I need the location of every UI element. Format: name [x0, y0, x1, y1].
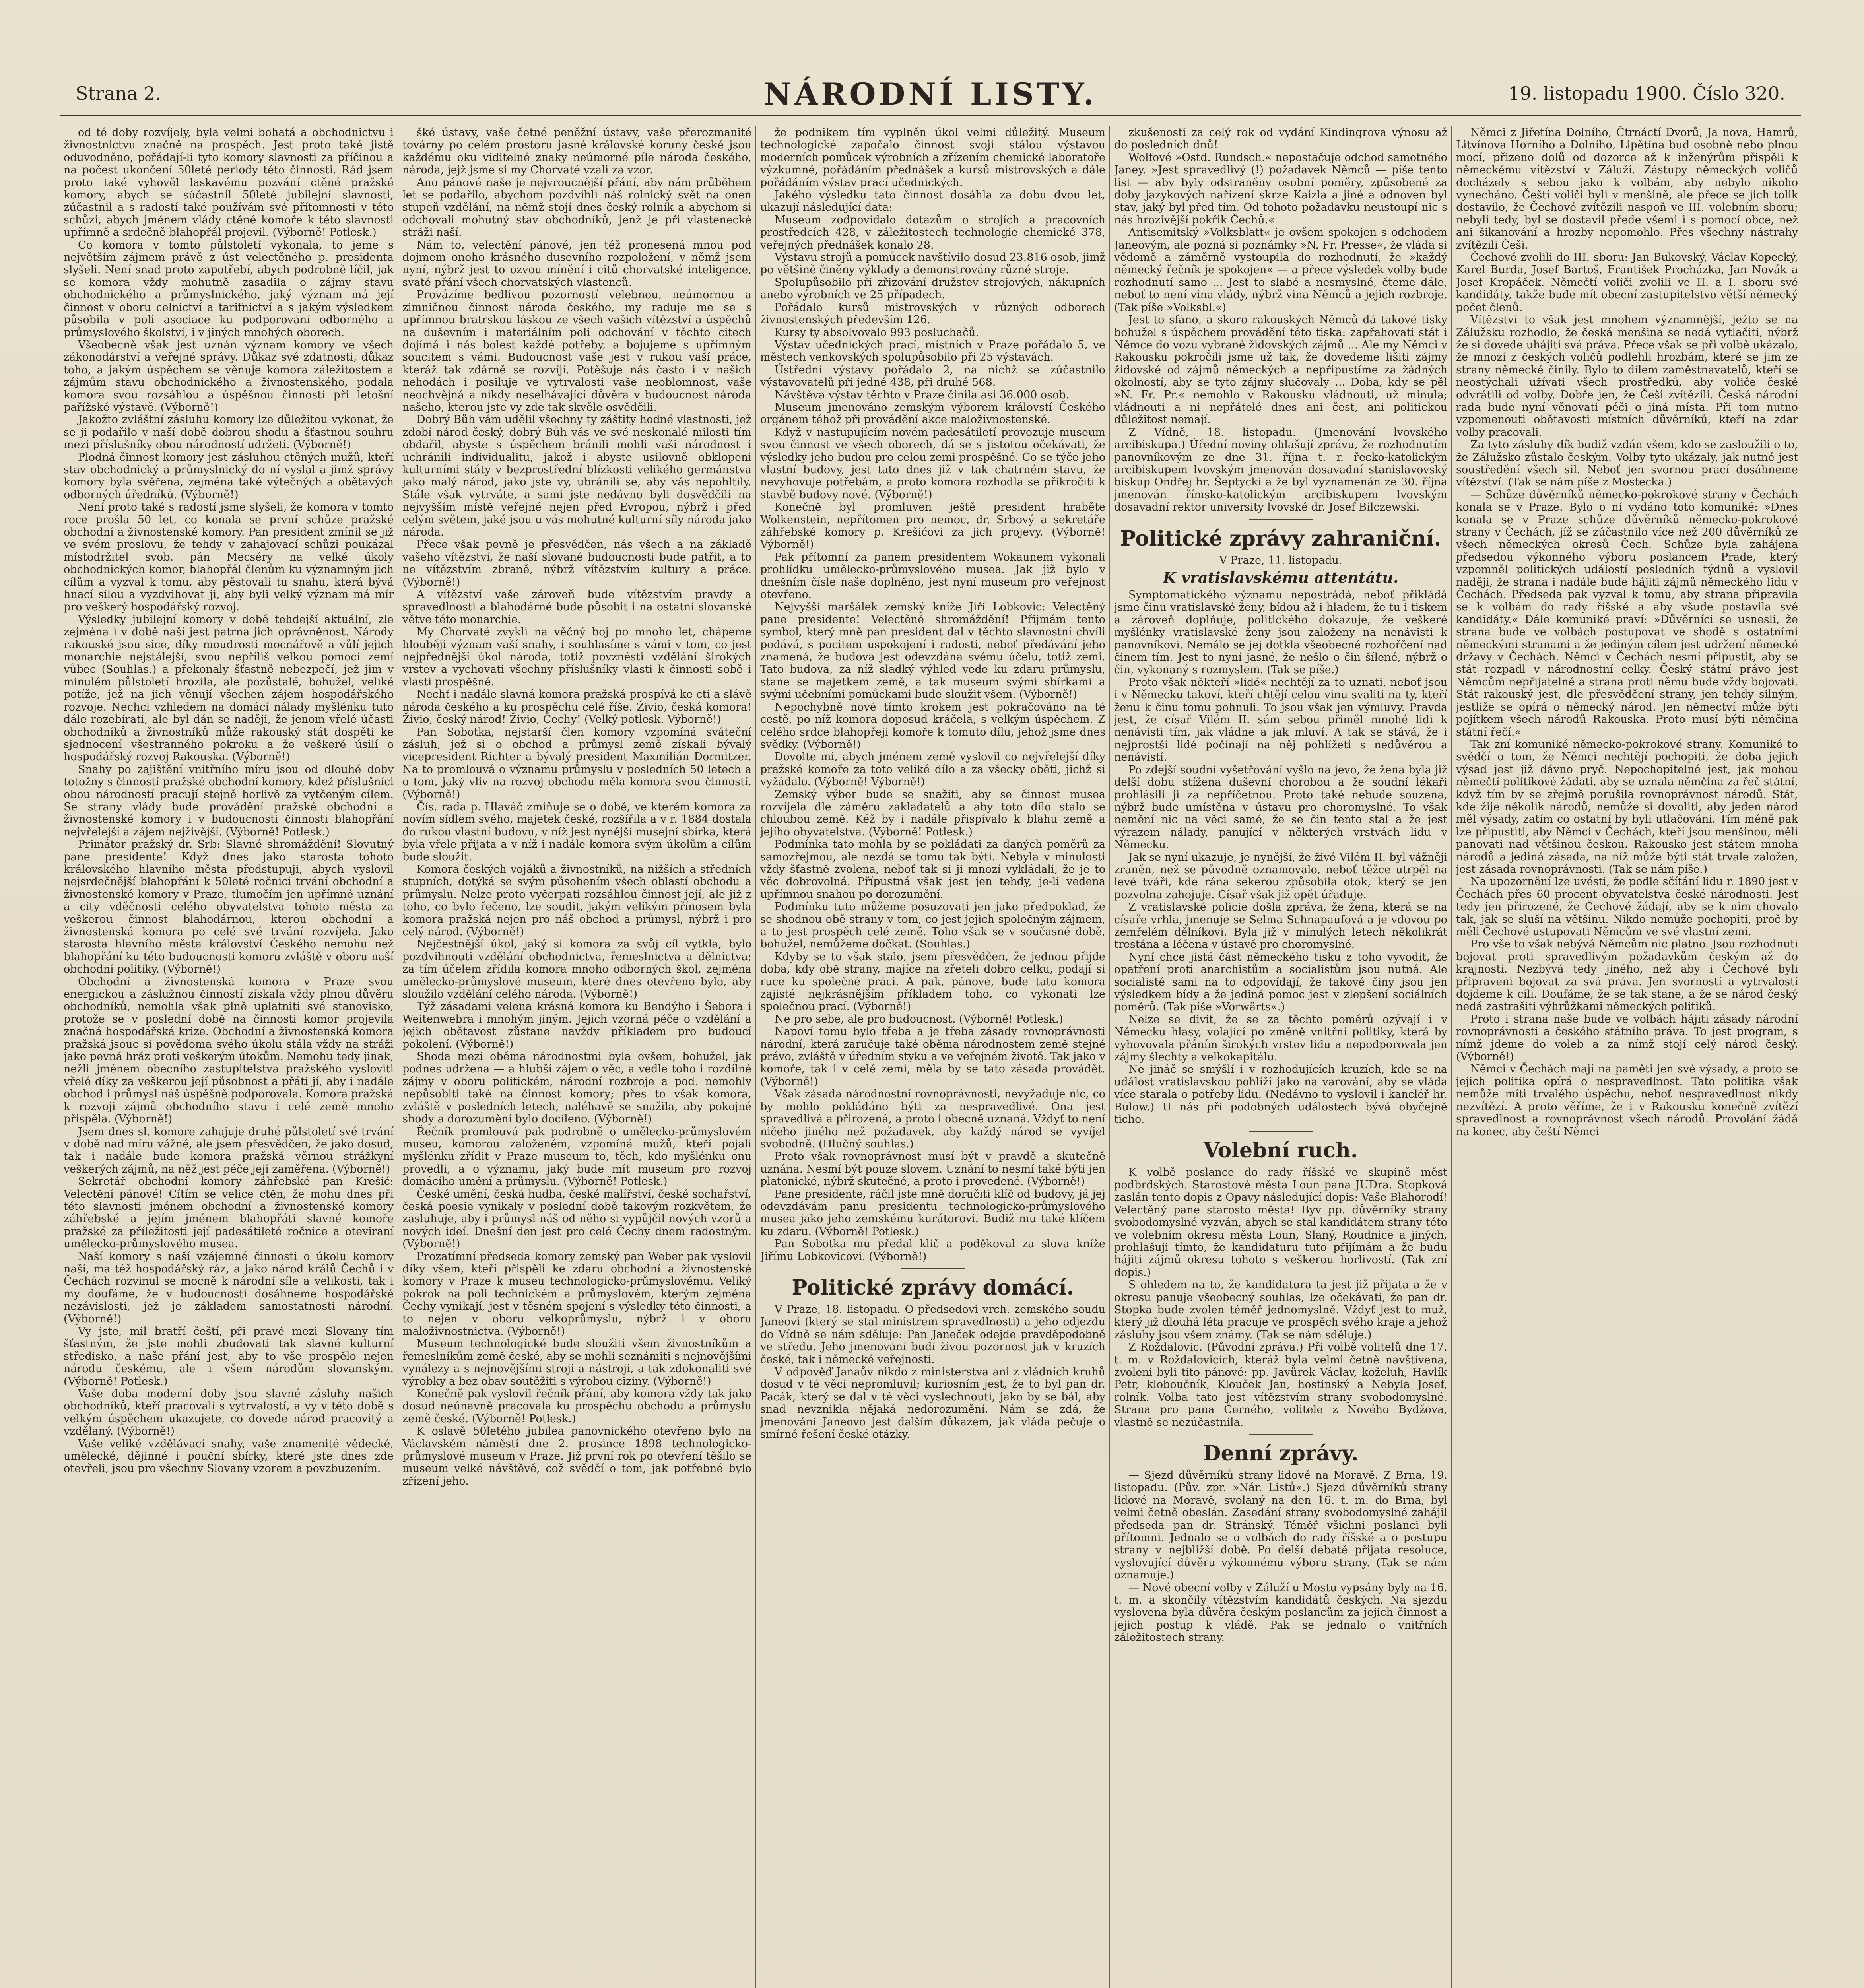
paragraph: šké ústavy, vaše četné peněžní ústavy, vaše přerozmanité továrny po celém prostoru jasné královské koruny české jsou každému oku viditelné znaky neúmorné píle národa českého, národa, jejž jsme si my Chorvaté vzali za vzor. [402, 126, 751, 177]
article-subheading: K vratislavskému attentátu. [1163, 569, 1399, 586]
paragraph: Tak zní komuniké německo-pokrokové strany. Komuniké to svědčí o tom, že Němci nechtějí pochopiti, že doba jejich výsad jest již dávno pryč. Nepochopitelné jest, jak mohou němečtí politikové žádati, aby se uznala němčina za řeč státní, když tím by se zřejmě porušila rovnoprávnost národů. Stát, kde žije několik národů, nemůže si dovoliti, aby jeden národ měl výsady, zatím co ostatní by byli utlačováni. Tím méně pak lze připustiti, aby Němci v Čechách, kteří jsou menšinou, měli panovati nad většinou českou. Rakousko jest státem mnoha národů a jediná zásada, na níž může býti stát trvale založen, jest zásada rovnoprávnosti. (Tak se nám píše.) [1456, 738, 1798, 876]
paragraph: A vítězství vaše zároveň bude vítězstvím pravdy a spravedlnosti a blahodárné bude působit i na ostatní slovanské větve této monarchie. [402, 588, 751, 626]
paragraph: Ne pro sebe, ale pro budoucnost. (Výborně! Potlesk.) [775, 1013, 1063, 1025]
paragraph: Za tyto zásluhy dík budiž vzdán všem, kdo se zasloužili o to, že Zálužsko zůstalo českým. Volby tyto ukázaly, jak nutné jest soustředění všech sil. Neboť jen svornou prací dosáhneme vítězství. (Tak se nám píše z Mostecka.) [1456, 439, 1798, 489]
issue-date: 19. listopadu 1900. Číslo 320. [1508, 83, 1785, 104]
paragraph: Co komora v tomto půlstoletí vykonala, to jeme s největším zájmem právě z úst velectěného p. presidenta slyšeli. Není snad proto zapotřebí, abych podrobně líčil, jak se komora vždy mohutně zasadila o zájmy stavu obchodnického a průmyslnického, jaký význam má její činnost v oboru celnictví a tarifnictví a s jakým výsledkem působila v poli asociace ku podporování odborného a průmyslového školství, i v jiných mnohých oborech. [64, 239, 394, 339]
paragraph: Museum zodpovídalo dotazům o strojích a pracovních prostředcích 428, v záležitostech technologie chemické 378, veřejných přednášek konalo 28. [760, 214, 1105, 251]
paragraph: Napoví tomu bylo třeba a je třeba zásady rovnoprávnosti národní, která zaručuje také oběma národnostem země stejné právo, zvláště v úředním styku a ve veřejném životě. Tak jako v komoře, tak i v celé zemi, měla by se tato zásada provádět. (Výborně!) [760, 1025, 1105, 1088]
paragraph: Komora českých vojáků a živnostníků, na nižších a středních stupních, dotýká se svým působením všech oblastí obchodu a průmyslu. Nelze proto vyčerpati rozsáhlou činnost její, ale již z toho, co bylo řečeno, lze soudit, jakým velikým přínosem byla komora pražská nejen pro náš obchod a průmysl, nýbrž i pro celý národ. (Výborně!) [402, 863, 751, 938]
paragraph: Kdyby se to však stalo, jsem přesvědčen, že jednou přijde doba, kdy obě strany, majíce na zřeteli dobro celku, podají si ruce ku společné práci. A pak, pánové, bude tato komora zajisté nejkrásnějším příkladem toho, co vykonati lze společnou prací. (Výborně!) [760, 950, 1105, 1013]
paragraph: Spolupůsobilo při zřizování družstev strojových, nákupních anebo výrobních ve 25 případech. [760, 276, 1105, 301]
paragraph: Řečník promlouvá pak podrobně o umělecko-průmyslovém museu, komorou založeném, vzpomíná mužů, kteří pojali myšlénku zřídit v Praze museum to, těch, kdo myšlénku onu provedli, a o významu, jaký bude mít museum pro rozvoj domácího umění a průmyslu. (Výborně! Potlesk.) [402, 1125, 751, 1188]
section-divider [901, 1268, 965, 1269]
paragraph: Obchodní a živnostenská komora v Praze svou energickou a záslužnou činností získala vždy plnou důvěru obchodníků, nemohla však plně uplatniti své stanovisko, protože se v poslední době na činnosti komor projevila značná hospodářská krize. Obchodní a živnostenská komora pražská jsouc si povědoma svého úkolu stála vždy na stráži jako pevná hráz proti veškerým útokům. Nemohu tedy jinak, nežli jménem obecního zastupitelstva pražského vysloviti vřelé díky za veškerou její působnost a přáti jí, aby i nadále obchod i průmysl náš úspěšně podporovala. Komora pražská k rozvoji zájmů obchodního stavu i celé země mnoho přispěla. (Výborně!) [64, 975, 394, 1126]
paragraph: Jak se nyní ukazuje, je nynější, že živé Vilém II. byl vážněji zraněn, než se původně oznamovalo, neboť těžce utrpěl na levé tváři, kde rána sekerou způsobila otok, který se jen pozvolna zahojuje. Císař však již opět úřaduje. [1114, 851, 1447, 901]
paragraph: Dovolte mi, abych jménem země vyslovil co nejvřelejší díky pražské komoře za toto veliké dílo a za všecky oběti, jichž si vyžádalo. (Výborně! Výborně!) [760, 751, 1105, 788]
paragraph: Týž zásadami velena krásná komora ku Bendýho i Šebora i Weitenwebra i mnohým jiným. Jejich vzorná péče o vzdělání a jejich obětavost zůstane navždy příkladem pro budoucí pokolení. (Výborně!) [402, 1000, 751, 1050]
paragraph: od té doby rozvíjely, byla velmi bohatá a obchodnictvu i živnostnictvu značně na prospěch. Jest proto také jistě oduvodněno, pořádají-li tyto komory slavnosti za příčinou a na počest ukončení 50leté periody této činnosti. Rád jsem proto také vyhověl laskavému pozvání ctěné pražské komory, abych se súčastnil 50leté jubilejní slavnosti, zúčastnil a s radostí také používám své přítomnosti v této schůzi, abych jménem vlády ctěné komoře k této slavnosti upřímně a srdečně blahopřál projevil. (Výborně! Potlesk.) [64, 126, 394, 239]
paragraph: Podmínku tuto můžeme posuzovati jen jako předpoklad, že se shodnou obě strany v tom, co jest jejich společným zájmem, a to jest prospěch celé země. Toho však se v současné době, bohužel, nemůžeme dočkat. (Souhlas.) [760, 901, 1105, 951]
paragraph: — Sjezd důvěrníků strany lidové na Moravě. Z Brna, 19. listopadu. (Pův. zpr. »Nár. Listů«.) Sjezd důvěrníků strany lidové na Moravě, svolaný na den 16. t. m. do Brna, byl velmi četně obeslán. Zasedání strany svobodomyslné zahájil předseda pan dr. Stránský. Téměř všichni poslanci byli přítomni. Jednalo se o volbách do rady říšské a o postupu strany v nejbližší době. Po delší debatě přijata resoluce, vyslovující důvěru výkonnému výboru strany. (Tak se nám oznamuje.) [1114, 1469, 1447, 1582]
column-divider [1109, 126, 1110, 1988]
paragraph: Dobrý Bůh vám udělil všechny ty záštity hodné vlastnosti, jež zdobí národ český, dobrý Bůh vás ve své neskonalé milosti tím obdařil, abyste s úspěchem bránili mohli vaši národnost i uchránili individualitu, jakož i abyste usilovně obklopeni kulturními státy v bezprostřední blízkosti velikého germánstva jako malý národ, jako jste vy, ubránili se, aby vás nepohltily. Stále však vytrváte, a sami jste nedávno byli dosvědčili na nejvyšším místě veřejné nejen před Evropou, nýbrž i před celým světem, jaké jsou u vás mohutné kulturní síly národa jako národa. [402, 414, 751, 538]
paragraph: Čís. rada p. Hlaváč zmiňuje se o době, ve kterém komora za novím sídlem svého, majetek české, rozšířila a v r. 1884 dostala do rukou vlastní budovu, v níž jest nynější musejní sbírka, která byla vřele přijata a v níž i nadále komora svým úkolům a cílům bude sloužit. [402, 800, 751, 863]
paragraph: Jakého výsledku tato činnost dosáhla za dobu dvou let, ukazují následující data: [760, 189, 1105, 214]
column-5 [1456, 126, 1798, 1988]
paragraph: Pan Sobotka, nejstarší člen komory vzpomíná sváteční zásluh, jež si o obchod a průmysl země získali bývalý vicepresident Richter a bývalý president Maxmilián Dormitzer. Na to promlouvá o významu průmyslu v posledních 50 letech a o tom, jaký vliv na rozvoj obchodu měla komora svou činností. (Výborně!) [402, 726, 751, 801]
paragraph: Proto však rovnoprávnost musí být v pravdě a skutečně uznána. Nesmí být pouze slovem. Uznání to nesmí také býti jen platonické, nýbrž skutečné, a proto i provedené. (Výborně!) [760, 1150, 1105, 1188]
header-rule [60, 115, 1801, 116]
paragraph: Vaše veliké vzdělávací snahy, vaše znamenité vědecké, umělecké, dějinné i pouční sbírky, které jste dnes zde otevřeli, jsou pro všechny Slovany vzorem a povzbuzením. [64, 1437, 394, 1475]
paragraph: V odpověď Janaův nikdo z ministerstva ani z vládních kruhů dosud v té věci nepromluvil; kuriosním jest, že to byl pan dr. Pacák, který se dal v té věci vyslechnouti, jako by se bál, aby snad nevznikla nějaká nedorozumění. Nám se zdá, že jmenování Janeovo jest dalším důkazem, jak vláda pečuje o smírné řešení české otázky. [760, 1366, 1105, 1441]
paragraph: V Praze, 18. listopadu. O předsedovi vrch. zemského soudu Janeovi (který se stal ministrem spravedlnosti) a jeho odjezdu do Vídně se nám sděluje: Pan Janeček odejde pravděpodobně ve středu. Jeho jmenování budí živou pozornost jak v kruzích české, tak i německé veřejnosti. [760, 1303, 1105, 1366]
paragraph: Nechť i nadále slavná komora pražská prospívá ke cti a slávě národa českého a ku prospěchu celé říše. Živio, česká komora! Živio, český národ! Živio, Čechy! (Velký potlesk. Výborně!) [402, 688, 751, 726]
paragraph: Konečně pak vyslovil řečník přání, aby komora vždy tak jako dosud neúnavně pracovala ku prospěchu obchodu a průmyslu země české. (Výborně! Potlesk.) [402, 1388, 751, 1425]
section-divider [1249, 1131, 1313, 1132]
paragraph: Ústřední výstavy pořádalo 2, na nichž se zúčastnilo výstavovatelů při jedné 438, při druhé 568. [760, 363, 1105, 389]
paragraph: Všeobecně však jest uznán význam komory ve všech zákonodárství a veřejné správy. Důkaz své zdatnosti, důkaz toho, a jakým úspěchem se věnuje komora záležitostem a zájmům stavu obchodnického a živnostenského, podala komora svou rozsáhlou a úspěšnou činností při letošní pařížské výstavě. (Výborně!) [64, 338, 394, 414]
paragraph: Vy jste, mil bratří čeští, při pravé mezi Slovany tím šťastným, že jste mohli zbudovati tak slavné kulturní středisko, a naše přání jest, aby to vše prospělo nejen národu českému, ale i všem národům slovanským. (Výborně! Potlesk.) [64, 1325, 394, 1388]
paragraph: Symptomatického významu nepostrádá, neboť přikládá jsme činu vratislavské ženy, bídou až i hladem, že tu i tiskem a zároveň doplňuje, politického dokazuje, že veškeré myšlénky vratislavské ženy jsou založeny na nenávisti k panovníkovi. Nemálo se jej dotkla všeobecné rozhořčení nad činem tím. Jest to nyní jasné, že nešlo o čin šílené, nýbrž o čin, vykonaný s rozmyslem. (Tak se píše.) [1114, 589, 1447, 676]
paragraph: Vaše doba moderní doby jsou slavné zásluhy našich obchodníků, kteří pracovali s vytrvalostí, a vy v této době s velkým úspěchem ukazujete, co dovede národ pracovitý a vzdělaný. (Výborně!) [64, 1388, 394, 1438]
paragraph: Museum jmenováno zemským výborem královstí Českého orgánem téhož při provádění akce maloživnostenské. [760, 401, 1105, 426]
paragraph: Když v nastupujícím novém padesátiletí provozuje museum svou činnost ve všech oborech, dá se s jistotou očekávati, že výsledky jeho budou pro celou zemi prospěšné. Co se týče jeho vlastní budovy, jest tato dnes již v tak chatrném stavu, že nevyhovuje potřebám, a proto komora rozhodla se přikročiti k stavbě budovy nové. (Výborně!) [760, 426, 1105, 501]
paragraph: Primátor pražský dr. Srb: Slavné shromáždění! Slovutný pane presidente! Když dnes jako starosta tohoto královského hlavního města předstupuji, abych vyslovil nejsrdečnější blahopřání k 50leté ročnici trvání obchodní a živnostenské komory v Praze, tlumočím jen upřímné uznání a city vděčnosti celého obyvatelstva tohoto města za veškerou činnost blahodárnou, kterou obchodní a živnostenská komora po celé své trvání rozvíjela. Jako starosta hlavního města království Českého nemohu než blahopřání ku této budoucnosti komoru zvláště v oboru naší obchodní politiky. (Výborně!) [64, 838, 394, 976]
paragraph: Zemský výbor bude se snažiti, aby se činnost musea rozvíjela dle záměru zakladatelů a aby toto dílo stalo se chloubou země. Kéž by i nadále přispívalo k blahu země a jejího obyvatelstva. (Výborně! Potlesk.) [760, 788, 1105, 838]
paragraph: Na upozornění lze uvésti, že podle sčítání lidu r. 1890 jest v Čechách přes 60 procent obyvatelstva české národnosti. Jest tedy jen přirozené, že Čechové žádají, aby se k nim chovalo tak, jak se sluší na většinu. Nikdo nemůže pochopiti, proč by měli Čechové ustupovati Němcům ve své vlastní zemi. [1456, 876, 1798, 938]
paragraph: Jsem dnes sl. komore zahajuje druhé půlstoletí své trvání v době nad míru vážné, ale jsem přesvědčen, že jako dosud, tak i nadále bude komora pražská věrnou strážkyní veškerých zájmů, na něž jest péče její zaměřena. (Výborně!) [64, 1125, 394, 1175]
paragraph: Wolfové »Ostd. Rundsch.« nepostačuje odchod samotného Janey. »Jest spravedlivý (!) požadavek Němců — píše tento list — aby byly odstraněny osobní poměry, způsobené za doby jazykových nařízení skrze Kaizla a jiné a odnoven byl stav, jaký byl před tím. Od tohoto požadavku neustoupí nic s nás hrozivější pokřik Čechů.« [1114, 151, 1447, 226]
paragraph: Němci z Jiřetína Dolního, Čtrnáctí Dvorů, Ja nova, Hamrů, Litvínova Horního a Dolního, Lipětína bud osobně nebo plnou mocí, přizeno dolů od dozorce až k inženýrům přispěli k německému vítězství v Záluží. Zástupy německých voličů docházely s sebou jako k volbám, aby nebylo nikoho vynecháno. Čeští voliči byli v menšině, ale přece se jich tolik dostavilo, že Čechové zvítězili naspoň ve III. volebním sboru; nebyli tedy, byl se dostavil přede všemi i s pomocí obce, než ani šikanování a hrozby nepomohlo. Přes všechny nástrahy zvítězili Češi. [1456, 126, 1798, 251]
paragraph: Přece však pevně je přesvědčen, nás všech a na základě vašeho vítězství, že naší slované budoucnosti bude patřit, a to ne vítězstvím zbraně, nýbrž vítězstvím kultury a práce. (Výborně!) [402, 538, 751, 588]
paragraph: Ano pánové naše je nejvroucnější přání, aby nám průběhem let se podařilo, abychom pozdvihli náš rolnický svět na onen stupeň vzdělání, na němž stojí dnes český rolník a abychom si odchovali mohutný stav obchodníků, jenž je při vlastenecké stráži naší. [402, 176, 751, 239]
paragraph: Naší komory s naší vzájemné činnosti o úkolu komory naší, ma též hospodářský ráz, a jako národ králů Čechů i v Čechách rozvinul se mocně k národní síle a velikosti, tak i my doufáme, že v budoucnosti dosáhneme hospodářské nezávislosti, jež je základem samostatnosti národní. (Výborně!) [64, 1250, 394, 1325]
paragraph: Proto i strana naše bude ve volbách hájiti zásady národní rovnoprávnosti a českého státního práva. To jest program, s nímž jdeme do voleb a za nímž stojí celý národ český. (Výborně!) [1456, 1013, 1798, 1063]
paragraph: K volbě poslance do rady říšské ve skupině měst podbrdských. Starostové města Loun pana JUDra. Stopková zaslán tento dopis z Opavy následující dopis: Vaše Blahorodí! Velectěný pane starosto města! Byv pp. důvěrníky strany svobodomyslné vyzván, abych se stal kandidátem strany této ve volebním okresu města Loun, Slaný, Roudnice a jiných, prohlašuji tímto, že kandidaturu tuto přijímám a že budu hájiti zájmů okresu tohoto s veškerou horlivostí. (Tak zní dopis.) [1114, 1166, 1447, 1279]
paragraph: Z Roždalovic. (Původní zpráva.) Při volbě volitelů dne 17. t. m. v Roždalovicích, kteráž byla velmi četně navštívena, zvoleni byli tito pánové: pp. Javůrek Václav, koželuh, Havlík Petr, kloboučník, Klouček Jan, hostinský a Nebyla Josef, rolník. Volba tato jest vítězstvím strany svobodomyslné. Strana pro pana Černého, volitele z Nového Bydžova, vlastně se nezúčastnila. [1114, 1341, 1447, 1429]
page-number: Strana 2. [76, 83, 161, 104]
paragraph: Němci v Čechách mají na paměti jen své výsady, a proto se jejich politika opírá o nespravedlnost. Tato politika však nemůže míti trvalého úspěchu, neboť nespravedlnost nikdy nezvítězí. A proto věříme, že i v Rakousku konečně zvítězí spravedlnost a rovnoprávnost všech národů. Provolání žádá na konec, aby čeští Němci [1456, 1063, 1798, 1138]
paragraph: Nelze se divit, že se za těchto poměrů ozývají i v Německu hlasy, volající po změně vnitřní politiky, která by vyhovovala přáním širokých vrstev lidu a nepodporovala jen zájmy šlechty a velkokapitálu. [1114, 1013, 1447, 1064]
paragraph: Pak přítomní za panem presidentem Wokaunem vykonali prohlídku umělecko-průmyslového musea. Jak již bylo v dnešním čísle naše doplněno, jest nyní museum pro veřejnost otevřeno. [760, 551, 1105, 601]
masthead-title: NÁRODNÍ LISTY. [763, 76, 1097, 112]
paragraph: Není proto také s radostí jsme slyšeli, že komora v tomto roce prošla 50 let, co konala se první schůze pražské obchodní a živnostenské komory. Pan president zmínil se již ve svém proslovu, že tehdy v zahajovací schůzi poukázal místodržitel svob. pán Mecséry na velké úkoly obchodnických komor, blahopřál členům ku významným jich cílům a vyzval k tomu, aby pěstovali tu snahu, která bývá hnací silou a vyzdvihovat ji, aby byli velký význam má mír pro veškerý hospodářský rozvoj. [64, 501, 394, 613]
paragraph: Jakožto zvláštní zásluhu komory lze důležitou vykonat, že se ji podařilo v naší době dobrou shodu a šťastnou souhru mezi příslušníky obou národností udržeti. (Výborně!) [64, 414, 394, 451]
column-2 [402, 126, 751, 1988]
section-heading-election: Volební ruch. [1204, 1138, 1358, 1163]
paragraph: že podnikem tím vyplněn úkol velmi důležitý. Museum technologické započalo činnost svoji stálou výstavou moderních pomůcek výrobních a zřízením chemické laboratoře výzkumné, pořádáním přednášek a kursů mistrovských a dále pořádáním výstav prací učednických. [760, 126, 1105, 189]
section-heading-daily-news: Denní zprávy. [1203, 1441, 1359, 1466]
paragraph: Proto však někteří »lidé« nechtějí za to uznati, neboť jsou i v Německu takoví, kteří chtějí celou vinu svaliti na ty, kteří ženu k činu tomu pohnuli. To jsou však jen výmluvy. Pravda jest, že císař Vilém II. sám sebou přiměl mnohé lidi k nenávisti tím, jak vládne a jak mluví. A tak se stává, že i nejprostší lidé počínají na něj pohlížeti s nedůvěrou a nenávistí. [1114, 676, 1447, 764]
paragraph: Návštěva výstav těchto v Praze činila asi 36.000 osob. [775, 388, 1070, 401]
paragraph: Nejčestnější úkol, jaký si komora za svůj cíl vytkla, bylo pozdvihnouti vzdělání obchodnictva, řemeslnictva a dělnictva; za tím účelem zřídila komora mnoho odborných škol, zejména umělecko-průmyslové museum, které dnes otevřeno bylo, aby sloužilo vzdělání celého národa. (Výborně!) [402, 938, 751, 1001]
section-heading-domestic: Politické zprávy domácí. [792, 1275, 1074, 1300]
paragraph: Výsledky jubilejní komory v době tehdejší aktuální, zle zejména i v době naší jest patrna jich oprávněnost. Národy rakouské jsou sice, díky moudrosti mocnářově a vůlí jejich monarchie nejstálejší, svou nepříliš velkou pomocí zemí vůbec (Souhlas.) a překonaly šťastně nebezpečí, jež jim v minulém půlstoletí hrozila, ale pozůstalé, bohužel, veliké potíže, jež na jich věnují všechen zájem hospodářského rozvoje. Nechci vzhledem na domácí nálady myšlénku tuto dále rozebírati, ale byl dán se naději, že jenom vřelé účasti obchodníků a živnostníků může rakouský stát dospěti ke sjednocení všestranného pokroku a že veškeré úsilí o hospodářský rozvoj Rakouska. (Výborně!) [64, 613, 394, 763]
paragraph: České umění, česká hudba, české malířství, české sochařství, česká poesie vynikaly v poslední době takovým rozkvětem, že zasluhuje, aby i průmysl náš od něho si vypůjčil nových vzorů a nových ideí. Dnešní den jest pro celé Čechy dnem radostným. (Výborně!) [402, 1188, 751, 1250]
dateline: V Praze, 11. listopadu. [1219, 554, 1342, 567]
column-3 [760, 126, 1105, 1988]
paragraph: Prozatímní předseda komory zemský pan Weber pak vyslovil díky všem, kteří přispěli ke zdaru obchodní a živnostenské komory v Praze k museu technologicko-průmyslovému. Veliký pokrok na poli technickém a průmyslovém, kterým zejména Čechy vynikají, jest v těsném spojení s výsledky této činnosti, a to nejen v oboru velkoprůmyslu, nýbrž i v oboru maloživnostnictva. (Výborně!) [402, 1250, 751, 1338]
paragraph: Museum technologické bude sloužiti všem živnostníkům a řemeslníkům země české, aby se mohli seznámiti s nejnovějšími vynálezy a s nejnovějšími stroji a nástroji, a tak zdokonaliti své výrobky a bez obav soutěžiti s výrobou ciziny. (Výborně!) [402, 1338, 751, 1388]
paragraph: Pan Sobotka mu předal klíč a poděkoval za slova kníže Jiřímu Lobkovicovi. (Výborně!) [760, 1238, 1105, 1263]
paragraph: Z Vídně, 18. listopadu. (Jmenování lvovského arcibiskupa.) Úřední noviny ohlašují zprávu, že rozhodnutím panovníkovým ze dne 31. října t. r. řecko-katolickým arcibiskupem lvovským jmenován dosavadní stanislavovský biskup Ondřej hr. Šeptycki a že byl vyznamenán ze 30. října jmenován římsko-katolickým arcibiskupem lvovským dosavadní rektor university lvovské dr. Josef Bilczewski. [1114, 426, 1447, 514]
paragraph: Kursy ty absolvovalo 993 posluchačů. [775, 326, 979, 339]
paragraph: Pořádalo kursů mistrovských v různých odborech živnostenských především 126. [760, 301, 1105, 326]
paragraph: Nyní chce jistá část německého tisku z toho vyvodit, že opatření proti anarchistům a socialistům jsou nutná. Ale socialisté sami na to odpovídají, že takové činy jsou jen výsledkem bídy a že jediná pomoc jest v zlepšení sociálních poměrů. (Tak píše »Vorwärts«.) [1114, 951, 1447, 1013]
paragraph: Snahy po zajištění vnitřního míru jsou od dlouhé doby totožny s činností pražské obchodní komory, kdež příslušníci obou národností pracují stejně horlivě za vytčeným cílem. Se strany vlády bude provádění pražské obchodní a živnostenské komory i v budoucnosti činnosti blahopřání nejvřelejší a zájem nejživější. (Výborně! Potlesk.) [64, 763, 394, 838]
paragraph: Nejvyšší maršálek zemský kníže Jiří Lobkovic: Velectěný pane presidente! Velectěné shromáždění! Přijmám tento symbol, který mně pan president dal v těchto slavnostní chvíli podává, s pocitem uspokojení i radosti, neboť předávání jeho znamená, že budova jest odevzdána svému účelu, totiž zemi. Tato budova, za níž sladký výhled vede ku zdaru průmyslu, stane se majetkem země, a tak museum svými sbírkami a svými učebními pomůckami bude sloužit všem. (Výborně!) [760, 601, 1105, 701]
paragraph: Nepochybně nové tímto krokem jest pokračováno na té cestě, po níž komora doposud kráčela, s velkým úspěchem. Z celého srdce blahopřeji komoře k tomuto dílu, jehož jsme dnes svědky. (Výborně!) [760, 701, 1105, 751]
paragraph: Shoda mezi oběma národnostmi byla ovšem, bohužel, jak podnes udržena — a hlubší zájem o věc, a vedle toho i rozdílné zájmy v oboru politickém, národní rozbroje a pod. nemohly nepůsobiti také na činnost komory; přes to však komora, zvláště v posledních letech, naléhavě se snažila, aby pokojné shody a dorozumění bylo docíleno. (Výborně!) [402, 1050, 751, 1126]
paragraph: Jest to sfáno, a skoro rakouských Němců dá takové tisky bohužel s úspěchem provádění této tiska: zapřahovati stát i Němce do vozu vybrané židovských zájmů ... Ale my Němci v Rakousku pokročili jsme už tak, že dovedeme lišiti zájmy židovské od zájmů německých a nepřipustíme za žádných okolností, aby se tyto zájmy slučovaly ... Doba, kdy se pěl »N. Fr. Pr.« nemohlo v Rakousku vládnouti, už minula; vládnouti a ni nepřátelé dnes ani čest, ani politickou důležitost nemají. [1114, 314, 1447, 426]
paragraph: Podmínka tato mohla by se pokládati za daných poměrů za samozřejmou, ale nezdá se tomu tak býti. Nebyla v minulosti vždy šťastně zvolena, neboť tak si ji mnozí vykládali, že je to věc dobrovolná. Přípustná však jest jen tehdy, je-li vedena upřímnou snahou po dorozumění. [760, 838, 1105, 901]
column-divider [1451, 126, 1452, 1988]
section-divider [1249, 1434, 1313, 1435]
paragraph: Výstavu strojů a pomůcek navštívilo dosud 23.816 osob, jimž po většině činěny výklady a demonstrovány různé stroje. [760, 251, 1105, 276]
column-1 [64, 126, 394, 1988]
paragraph: Provázíme bedlivou pozorností velebnou, neúmornou a zimničnou činnost národa českého, my raduje me se s upřímnou bratrskou láskou ze všech vašich vítězství a úspěchů na duševním i materiálním poli odchování v těchto citech dojímá i nás bolest každé potřeby, a bojujeme s upřímným soucitem s vámi. Budoucnost vaše jest v rukou vaší práce, kteráž tak zdárně se rozvíjí. Potěšuje nás často i v našich nehodách i posiluje ve vytrvalosti vaše neoblomnost, vaše neochvějná a nikdy neselhávající důvěra v budoucnost národa našeho, kterou jste vy zde tak skvěle osvědčili. [402, 289, 751, 414]
paragraph: Vítězství to však jest mnohem významnější, ježto se na Zálužsku rozhodlo, že česká menšina se nedá vytlačiti, nýbrž že si dovede uhájiti svá práva. Přece však se při volbě ukázalo, že mnozí z českých voličů podlehli hrozbám, které se jim ze strany německé činily. Bylo to dílem zaměstnavatelů, kteří se neostýchali užívati všech prostředků, aby voliče české odvrátili od volby. Dobře jen, že Češi zvítězili. Česká národní rada bude nyní věnovati péči o jiná místa. Při tom nutno vzpomenouti obětavosti místních důvěrníků, kteří na zdar volby pracovali. [1456, 314, 1798, 439]
column-4 [1114, 126, 1447, 1988]
paragraph: Výstav učednických prací, místních v Praze pořádalo 5, ve městech venkovských spolupůsobilo při 25 výstavách. [760, 338, 1105, 364]
paragraph: K oslavě 50letého jubilea panovnického otevřeno bylo na Václavském náměstí dne 2. prosince 1898 technologicko-průmyslové museum v Praze. Již první rok po otevření těšilo se museum velké návštěvě, což svědčí o tom, jak potřebné bylo zřízení jeho. [402, 1425, 751, 1487]
paragraph: Čechové zvolili do III. sboru: Jan Bukovský, Václav Kopecký, Karel Burda, Josef Bartoš, František Procházka, Jan Novák a Josef Kropáček. Němečtí voliči zvolili ve II. a I. sboru své kandidáty, takže bude mít obecní zastupitelstvo větší německý počet členů. [1456, 251, 1798, 314]
column-divider [755, 126, 756, 1988]
paragraph: Ne jináč se smýšlí i v rozhodujících kruzích, kde se na událost vratislavskou pohlíží jako na varování, aby se vláda více starala o potřeby lidu. (Nedávno to vyslovil i kancléř hr. Bülow.) U nás při podobných událostech bývá obyčejně ticho. [1114, 1063, 1447, 1126]
paragraph: Po zdejší soudní vyšetřování vyšlo na jevo, že žena byla již delší dobu stížena duševní chorobou a že soudní lékaři prohlásili ji za nepříčetnou. Proto také nebude souzena, nýbrž bude umístěna v ústavu pro choromyslné. To však nemění nic na věci samé, že se čin tento stal a že jest výrazem nálady, panující v některých vrstvách lidu v Německu. [1114, 763, 1447, 851]
paragraph: Však zásada národnostní rovnoprávnosti, nevyžaduje nic, co by mohlo pokládáno býti za nespravedlivé. Ona jest spravedlivá a přirozená, a proto i obecně uznaná. Vždyť to není ničeho jiného než požadavek, aby každý národ se vyvíjel svobodně. (Hlučný souhlas.) [760, 1088, 1105, 1150]
paragraph: zkušenosti za celý rok od vydání Kindingrova výnosu až do posledních dnů! [1114, 126, 1447, 151]
paragraph: Plodná činnost komory jest zásluhou ctěných mužů, kteří stav obchodnický a průmyslnický do ní vyslal a jimž správy komory byla svěřena, zejména také výtečných a obětavých odborných úředníků. (Výborně!) [64, 451, 394, 501]
paragraph: S ohledem na to, že kandidatura ta jest již přijata a že v okresu panuje všeobecný souhlas, lze očekávati, že pan dr. Stopka bude zvolen téměř jednomyslně. Vždyť jest to muž, který již dlouhá léta pracuje ve prospěch svého kraje a jehož zásluhy jsou všem známy. (Tak se nám sděluje.) [1114, 1279, 1447, 1341]
paragraph: My Chorvaté zvykli na věčný boj po mnoho let, chápeme hlouběji význam vaší snahy, i souhlasíme s vámi v tom, co jest nejpřednější úkol národa, totiž povznésti vzdělání širokých vrstev a vychovati všechny příslušníky vlasti k činnosti sobě i vlasti prospěšné. [402, 626, 751, 688]
paragraph: — Nové obecní volby v Záluží u Mostu vypsány byly na 16. t. m. a skončily vítězstvím kandidátů českých. Na sjezdu vyslovena byla důvěra českým poslancům za jejich činnost a jejich postup k vládě. Pak se jednalo o vnitřních záležitostech strany. [1114, 1581, 1447, 1644]
paragraph: Antisemitský »Volksblatt« je ovšem spokojen s odchodem Janeovým, ale pozná si poznámky »N. Fr. Presse«, že vláda si vědomě a záměrně vystoupila do rozhodnutí, že »každý německý řečník je spokojen« — a přece výsledek volby bude rozhodnutí samo ... Jest to slabé a nesmyslné, čteme dále, neboť to není vina vlády, nýbrž vina Němců a jejich rozbroje. (Tak píše »Volksbl.«) [1114, 226, 1447, 314]
paragraph: Konečně byl promluven ještě president hraběte Wolkenstein, nepřítomen pro nemoc, dr. Srbový a sekretáře záhřebské komory p. Krešićovi za jich projevy. (Výborně! Výborně!) [760, 501, 1105, 551]
paragraph: — Schůze důvěrníků německo-pokrokové strany v Čechách konala se v Praze. Bylo o ní vydáno toto komuniké: »Dnes konala se v Praze schůze důvěrníků německo-pokrokové strany v Čechách, jíž se zúčastnilo více než 200 důvěrníků ze všech německých okresů Čech. Schůze byla zahájena předsedou výkonného výboru poslancem Prade, který vzpomněl politických událostí posledních týdnů a vyslovil naději, že strana i nadále bude hájiti zájmů německého lidu v Čechách. Předseda pak vyzval k tomu, aby strana připravila se k volbám do rady říšské a aby všude postavila své kandidáty.« Dále komuniké praví: »Důvěrníci se usnesli, že strana bude ve volbách postupovat ve shodě s ostatními německými stranami a že jediným cílem jest udržení německé državy v Čechách. Němci v Čechách nesmí připustit, aby se stát rozpadl v národnostní celky. Český státní právo jest Němcům nepřijatelné a strana proti němu bude vždy bojovati. Stát rakouský jest, dle přesvědčení strany, jen tehdy silným, jestliže se opírá o německý národ. Jen němectví může býti pojítkem všech národů Rakouska. Proto musí býti němčina státní řečí.« [1456, 488, 1798, 738]
paragraph: Z vratislavské policie došla zpráva, že žena, která se na císaře vrhla, jmenuje se Selma Schnapaufová a je vdovou po zemřelém dělníkovi. Byla již v minulých letech několikrát trestána a léčena v ústavě pro choromyslné. [1114, 901, 1447, 951]
paragraph: Nám to, velectění pánové, jen též pronesená mnou pod dojmem onoho krásného dusevního rozpoložení, v němž jsem nyní, nýbrž jest to ozvou mínění i citů chorvatské inteligence, svaté přání všech chorvatských vlastenců. [402, 239, 751, 289]
section-divider [1249, 519, 1313, 520]
paragraph: Sekretář obchodní komory záhřebské pan Krešić: Velectění pánové! Cítím se velice ctěn, že mohu dnes při této slavnosti jménem obchodní a živnostenské komory záhřebské a jejím jménem blahopřáti slavné komoře pražské za příležitosti její padesátileté ročnice a oteviraní umělecko-průmyslového musea. [64, 1175, 394, 1250]
paragraph: Pro vše to však nebývá Němcům nic platno. Jsou rozhodnuti bojovat proti spravedlivým požadavkům českým až do krajnosti. Nezbývá tedy jiného, než aby i Čechové byli připraveni bojovat za svá práva. Jen svorností a vytrvalostí dojdeme k cíli. Doufáme, že se tak stane, a že se národ český nedá zastrašiti výhrůžkami německých politiků. [1456, 938, 1798, 1013]
section-heading-foreign: Politické zprávy zahraniční. [1120, 526, 1441, 551]
paragraph: Pane presidente, ráčil jste mně doručiti klíč od budovy, já jej odevzdávám panu presidentu technologicko-průmyslového musea jako jeho zemskému kurátorovi. Budiž mu také klíčem ku zdaru. (Výborně! Potlesk.) [760, 1188, 1105, 1238]
page-header [60, 68, 1801, 119]
